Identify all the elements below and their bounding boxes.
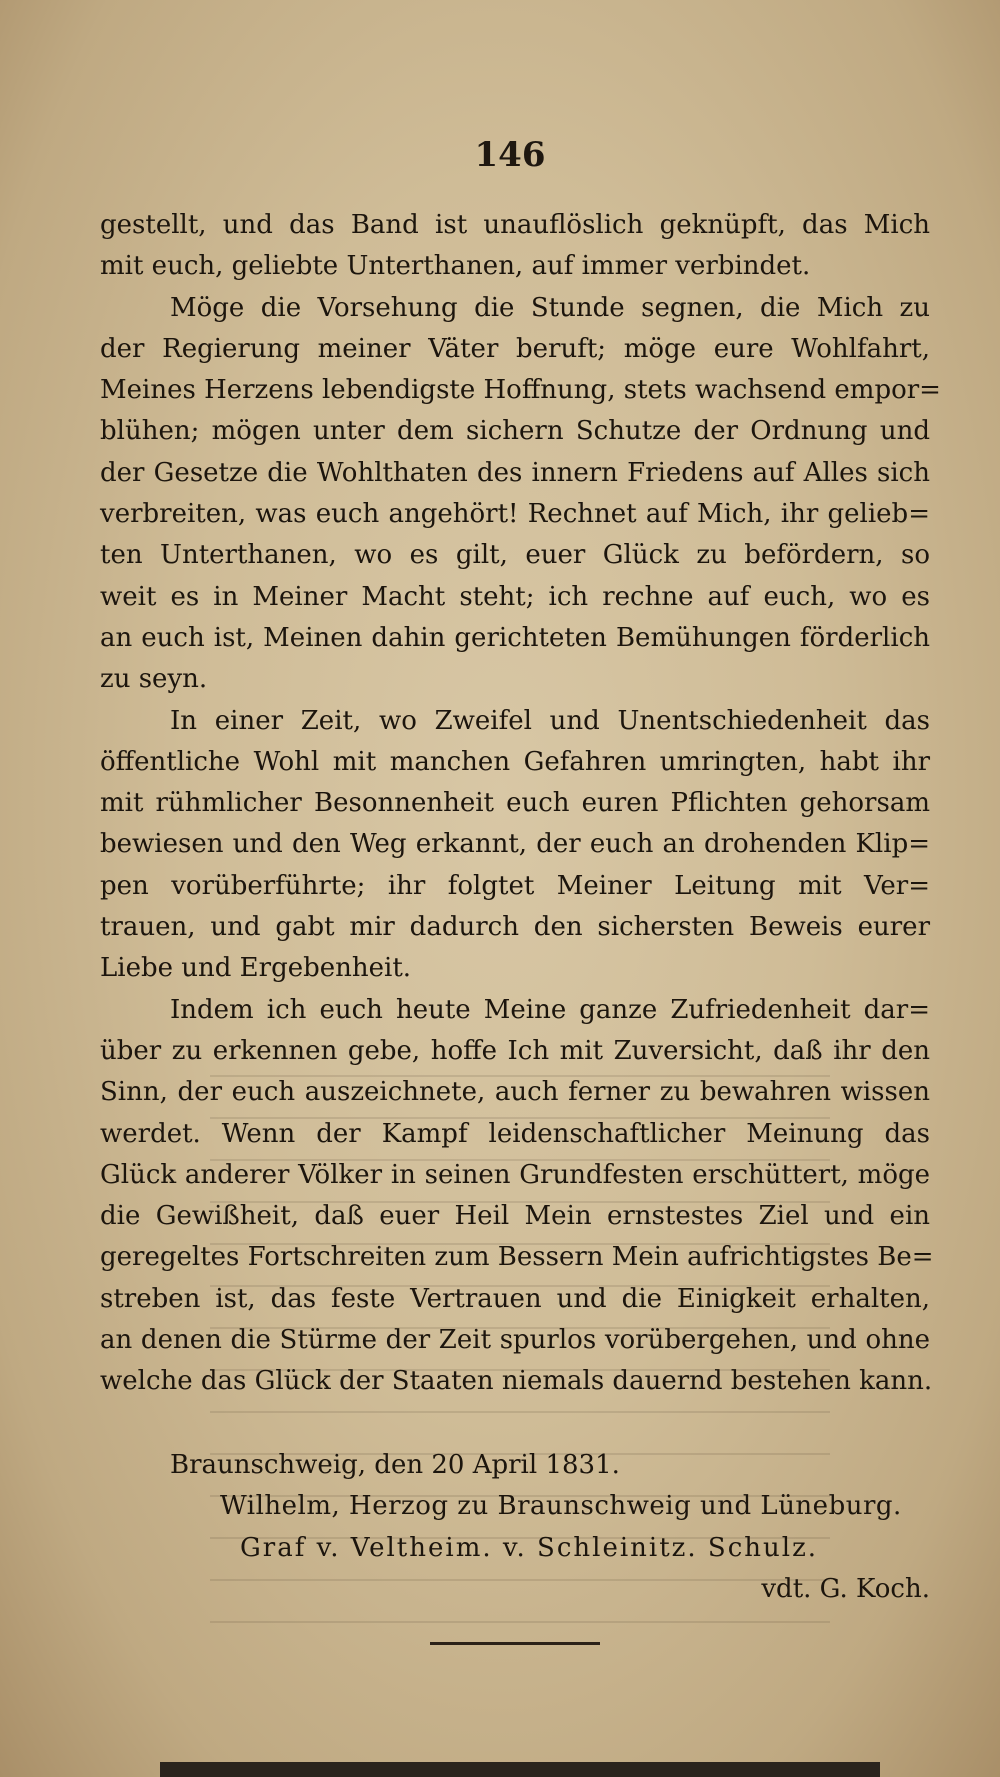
text-line: streben ist, das feste Vertrauen und die Einigkeit erhalten, [100,1283,930,1314]
text-line: geregeltes Fortschreiten zum Bessern Mein aufrichtigstes Be= [100,1242,934,1273]
duke-signature: Wilhelm, Herzog zu Braunschweig und Lüneburg. [220,1491,902,1522]
signature-block [100,1445,930,1610]
paragraph-3 [100,701,930,990]
text-line: In einer Zeit, wo Zweifel und Unentschiedenheit das [170,705,930,736]
text-line: gestellt, und das Band ist unauflöslich geknüpft, das Mich [100,210,930,240]
page-number: 146 [474,135,546,175]
text-line: zu seyn. [100,664,208,695]
text-line: Sinn, der euch auszeichnete, auch ferner zu bewahren wissen [100,1077,930,1108]
date-line: Braunschweig, den 20 April 1831. [170,1450,620,1480]
page-edge-shadow [160,1762,880,1777]
countersignature: vdt. G. Koch. [761,1573,930,1604]
text-line: pen vorüberführte; ihr folgtet Meiner Leitung mit Ver= [100,870,930,901]
text-line: weit es in Meiner Macht steht; ich rechne auf euch, wo es [100,581,930,612]
text-line: Liebe und Ergebenheit. [100,953,412,984]
ministers-signature: Graf v. Veltheim. v. Schleinitz. Schulz. [240,1532,819,1563]
paragraph-2 [100,288,941,701]
text-line: mit rühmlicher Besonnenheit euch euren Pflichten gehorsam [100,788,930,819]
text-line: welche das Glück der Staaten niemals dauernd bestehen kann. [100,1366,933,1397]
text-line: werdet. Wenn der Kampf leidenschaftlicher Meinung das [100,1118,930,1149]
text-line: über zu erkennen gebe, hoffe Ich mit Zuversicht, daß ihr den [100,1035,930,1066]
text-line: blühen; mögen unter dem sichern Schutze der Ordnung und [100,416,930,447]
text-line: an denen die Stürme der Zeit spurlos vorübergehen, und ohne [100,1325,930,1356]
text-line: trauen, und gabt mir dadurch den sichersten Beweis eurer [100,912,930,943]
text-line: ten Unterthanen, wo es gilt, euer Glück zu befördern, so [100,540,930,571]
text-line: die Gewißheit, daß euer Heil Mein ernstestes Ziel und ein [100,1201,930,1232]
text-line: bewiesen und den Weg erkannt, der euch an drohenden Klip= [100,829,930,860]
paragraph-4 [100,990,934,1403]
text-line: an euch ist, Meinen dahin gerichteten Bemühungen förderlich [100,622,930,653]
text-line: der Gesetze die Wohlthaten des innern Friedens auf Alles sich [100,457,930,488]
text-line: mit euch, geliebte Unterthanen, auf immer verbindet. [100,251,811,282]
text-line: der Regierung meiner Väter beruft; möge eure Wohlfahrt, [100,333,930,364]
text-line: Glück anderer Völker in seinen Grundfesten erschüttert, möge [100,1159,930,1190]
text-line: Indem ich euch heute Meine ganze Zufriedenheit dar= [170,994,930,1025]
text-line: Meines Herzens lebendigste Hoffnung, stets wachsend empor= [100,375,941,406]
text-line: öffentliche Wohl mit manchen Gefahren umringten, habt ihr [100,746,930,777]
text-line: verbreiten, was euch angehört! Rechnet auf Mich, ihr gelieb= [100,499,930,530]
body-text [100,205,941,1403]
paragraph-1 [100,205,930,288]
section-divider [430,1642,600,1645]
text-line: Möge die Vorsehung die Stunde segnen, die Mich zu [170,292,930,323]
